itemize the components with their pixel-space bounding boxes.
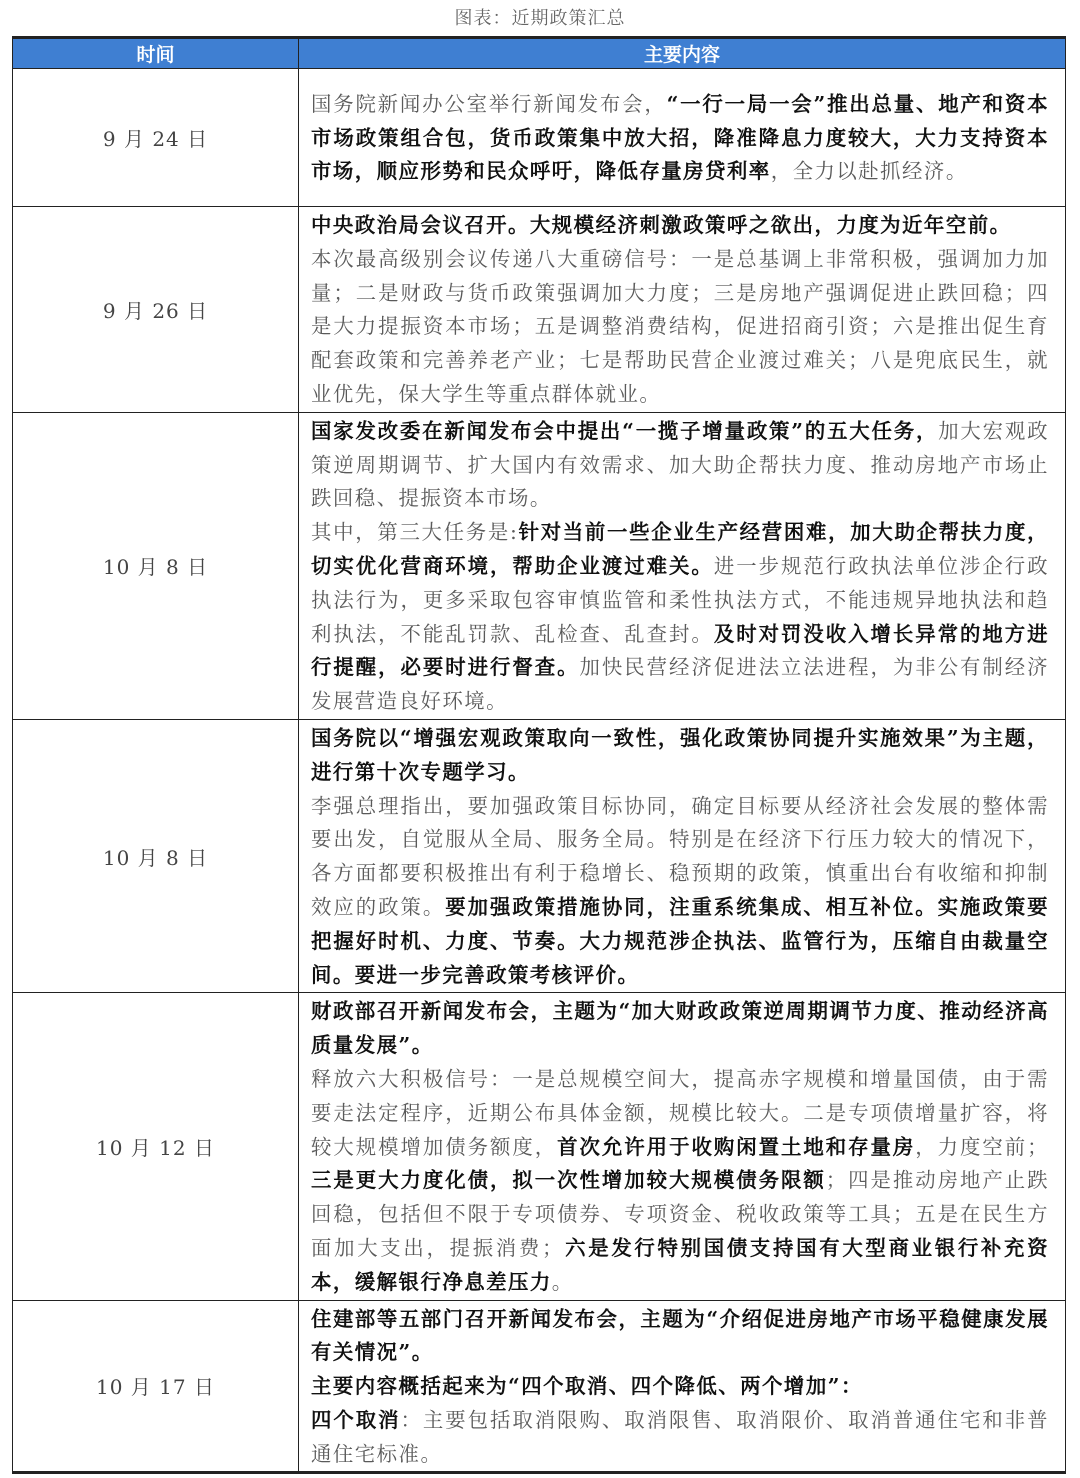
header-content: 主要内容 [299,38,1066,69]
table-row [13,993,1066,1300]
table-row [13,412,1066,719]
row-date: 10 月 17 日 [13,1300,299,1473]
content-paragraph [311,516,1049,719]
text-run: ：主要包括取消限购、取消限售、取消限价、取消普通住宅和非普通住宅标准。 [311,1407,1049,1466]
row-date: 10 月 12 日 [13,993,299,1300]
text-run: 国务院新闻办公室举行新闻发布会， [311,91,667,116]
table-row [13,69,1066,207]
row-date: 9 月 26 日 [13,207,299,413]
text-run: 其中，第三大任务是: [311,520,519,545]
bold-text-run: “一行一局一会”推出总量、地产和资本市场政策组合包，货币政策集中放大招，降准降息力度较大，大力支持资本市场，顺应形势和民众呼吁，降低存量房贷利率 [311,91,1049,184]
content-paragraph [311,1303,1049,1371]
content-paragraph [311,1404,1049,1472]
bold-text-run: 国务院以“增强宏观政策取向一致性，强化政策协同提升实施效果”为主题，进行第十次专题学习。 [311,725,1049,784]
text-run: 本次最高级别会议传递八大重磅信号：一是总基调上非常积极，强调加力加量；二是财政与货币政策强调加大力度；三是房地产强调促进止跌回稳；四是大力提振资本市场；五是调整消费结构，促进招商引资；六是推出促生育配套政策和完善养老产业；七是帮助民营企业渡过难关；八是兜底民生，就业优先，保大学生等重点群体就业。 [311,246,1049,406]
row-date: 9 月 24 日 [13,69,299,207]
policy-table [12,36,1066,1474]
text-run: 加大宏观政策逆周期调节、扩大国内有效需求、加大助企帮扶力度、推动房地产市场止跌回稳、提振资本市场。 [311,418,1049,511]
content-paragraph [311,415,1049,516]
table-row [13,207,1066,413]
bold-text-run: 住建部等五部门召开新闻发布会，主题为“介绍促进房地产市场平稳健康发展有关情况”。 [311,1306,1049,1365]
bold-text-run: 四个取消 [311,1407,401,1432]
content-paragraph [311,995,1049,1063]
content-paragraph [311,1063,1049,1300]
bold-text-run: 要加强政策措施协同，注重系统集成、相互补位。实施政策要把握好时机、力度、节奏。大力规范涉企执法、监管行为，压缩自由裁量空间。要进一步完善政策考核评价。 [311,894,1050,987]
bold-text-run: 三是更大力度化债，拟一次性增加较大规模债务限额 [311,1168,826,1193]
text-run: 李强总理指出，要加强政策目标协同，确定目标要从经济社会发展的整体需要出发，自觉服从全局、服务全局。特别是在经济下行压力较大的情况下，各方面都要积极推出有利于稳增长、稳预期的政策，慎重出台有收缩和抑制效应的政策。 [311,793,1049,919]
bold-text-run: 中央政治局会议召开。大规模经济刺激政策呼之欲出，力度为近年空前。 [311,213,1012,237]
bold-text-run: 国家发改委在新闻发布会中提出“一揽子增量政策”的五大任务， [311,418,939,443]
row-content [299,719,1066,992]
table-row [13,719,1066,992]
row-content [299,69,1066,207]
bold-text-run: 首次允许用于收购闲置土地和存量房 [557,1134,916,1159]
bold-text-run: 主要内容概括起来为“四个取消、四个降低、两个增加”： [311,1374,863,1399]
figure-caption: 图表：近期政策汇总 [454,8,626,29]
bold-text-run: 针对当前一些企业生产经营困难，加大助企帮扶力度，切实优化营商环境，帮助企业渡过难关。 [311,520,1049,578]
row-content [299,412,1066,719]
text-run: 加快民营经济促进法立法进程，为非公有制经济发展营造良好环境。 [311,655,1050,714]
row-content [299,993,1066,1300]
text-run: ；四是推动房地产止跌回稳，包括但不限于专项债券、专项资金、税收政策等工具；五是在民生方面加大支出，提振消费； [311,1168,1049,1260]
text-run: 进一步规范行政执法单位涉企行政执法行为，更多采取包容审慎监管和柔性执法方式，不能违规异地执法和趋利执法，不能乱罚款、乱检查、乱查封。 [311,553,1049,646]
content-paragraph [311,88,1049,189]
bold-text-run: 财政部召开新闻发布会，主题为“加大财政政策逆周期调节力度、推动经济高质量发展”。 [311,999,1049,1058]
text-run: 。 [551,1269,574,1294]
table-row [13,1300,1066,1473]
content-paragraph [311,209,1049,243]
header-date: 时间 [13,38,299,69]
row-date: 10 月 8 日 [13,719,299,992]
text-run: ，全力以赴抓经济。 [770,159,968,184]
row-date: 10 月 8 日 [13,412,299,719]
bold-text-run: 六是发行特别国债支持国有大型商业银行补充资本，缓解银行净息差压力 [311,1235,1050,1294]
content-paragraph [311,243,1049,412]
row-content [299,207,1066,413]
row-content [299,1300,1066,1473]
text-run: 释放六大积极信号：一是总规模空间大，提高赤字规模和增量国债，由于需要走法定程序，近期公布具体金额，规模比较大。二是专项债增量扩容，将较大规模增加债务额度， [311,1066,1049,1159]
bold-text-run: 及时对罚没收入增长异常的地方进行提醒，必要时进行督查。 [311,621,1049,680]
table-header-row [13,38,1066,69]
content-paragraph [311,1370,1049,1404]
content-paragraph [311,790,1049,993]
text-run: ，力度空前； [915,1134,1050,1159]
content-paragraph [311,722,1049,790]
